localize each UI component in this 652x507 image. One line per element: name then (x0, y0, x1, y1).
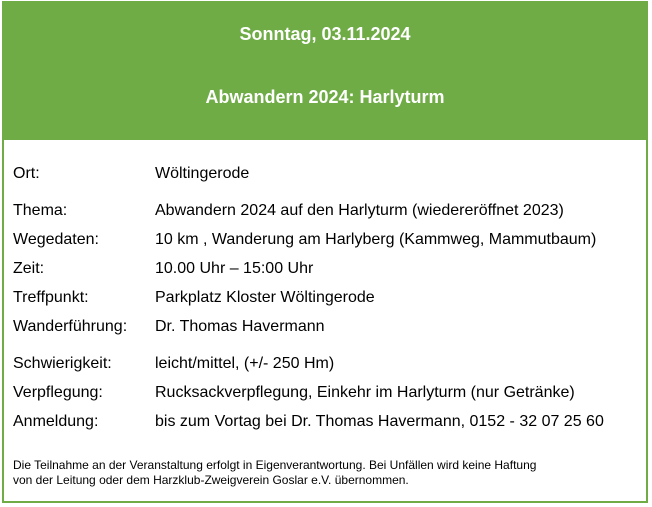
event-title: Abwandern 2024: Harlyturm (205, 87, 445, 107)
row-zeit (4, 258, 646, 280)
event-date: Sonntag, 03.11.2024 (239, 24, 411, 44)
row-label: Verpflegung: (13, 384, 103, 401)
disclaimer-line: von der Leitung oder dem Harzklub-Zweigverein Goslar e.V. übernommen. (13, 473, 409, 487)
event-header (4, 3, 646, 140)
row-label: Zeit: (13, 260, 45, 277)
row-label: Thema: (13, 202, 68, 219)
row-label: Anmeldung: (13, 413, 99, 430)
row-value: Rucksackverpflegung, Einkehr im Harlyturm (nur Getränke) (155, 384, 575, 401)
row-value: 10 km , Wanderung am Harlyberg (Kammweg, Mammutbaum) (155, 231, 597, 248)
row-ort (4, 163, 646, 185)
row-value: leicht/mittel, (+/- 250 Hm) (155, 355, 335, 372)
disclaimer-line: Die Teilnahme an der Veranstaltung erfolgt in Eigenverantwortung. Bei Unfällen wird keine Haftung (13, 458, 537, 472)
row-label: Wanderführung: (13, 318, 128, 335)
row-schwierigkeit (4, 353, 646, 375)
row-value: Abwandern 2024 auf den Harlyturm (wiedereröffnet 2023) (155, 202, 564, 219)
row-label: Ort: (13, 165, 40, 182)
row-treffpunkt (4, 287, 646, 309)
row-wanderfuehrung (4, 316, 646, 338)
event-card (2, 1, 648, 503)
row-label: Treffpunkt: (13, 289, 89, 306)
disclaimer (13, 458, 633, 488)
row-value: bis zum Vortag bei Dr. Thomas Havermann, 0152 - 32 07 25 60 (155, 413, 604, 430)
row-label: Schwierigkeit: (13, 355, 112, 372)
row-value: Dr. Thomas Havermann (155, 318, 325, 335)
row-label: Wegedaten: (13, 231, 99, 248)
row-anmeldung (4, 411, 646, 433)
row-value: Parkplatz Kloster Wöltingerode (155, 289, 375, 306)
row-value: Wöltingerode (155, 165, 250, 182)
row-thema (4, 200, 646, 222)
row-verpflegung (4, 382, 646, 404)
row-wegedaten (4, 229, 646, 251)
row-value: 10.00 Uhr – 15:00 Uhr (155, 260, 314, 277)
